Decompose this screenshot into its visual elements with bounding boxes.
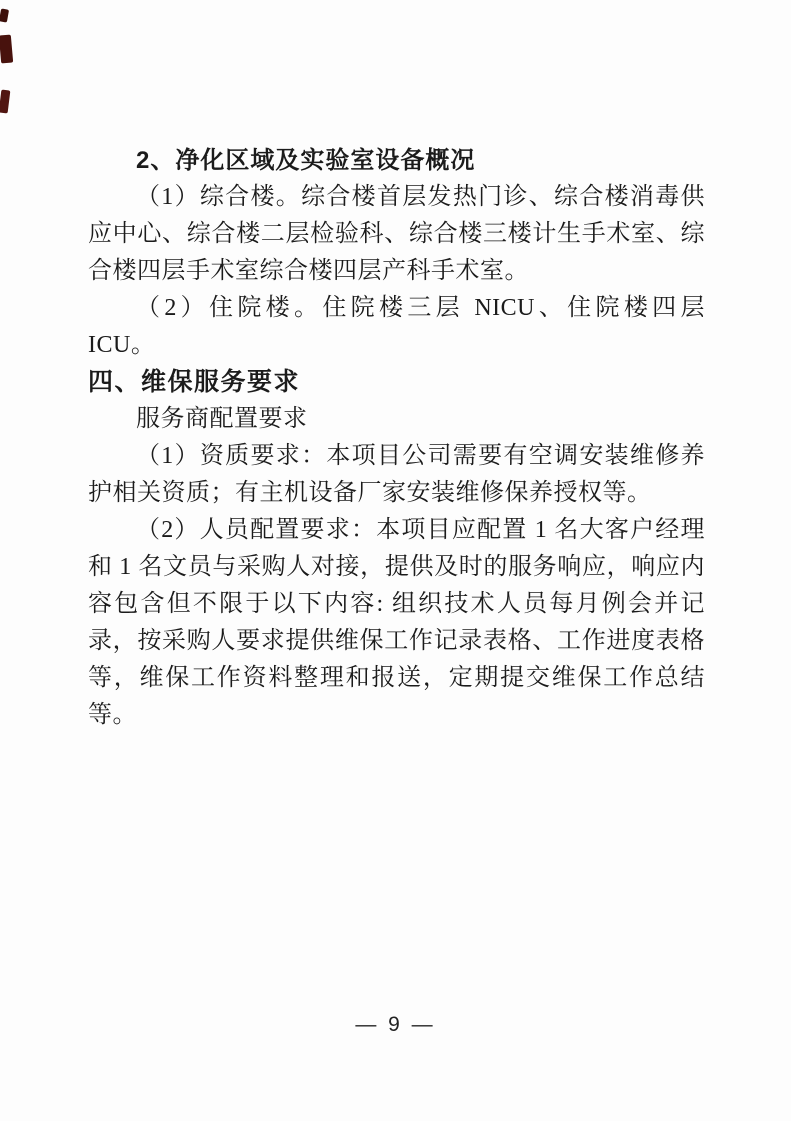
scan-ink-mark bbox=[0, 8, 9, 22]
paragraph-qualification-requirements: （1）资质要求：本项目公司需要有空调安装维修养护相关资质；有主机设备厂家安装维修保养授权等。 bbox=[88, 443, 705, 506]
scan-ink-mark bbox=[0, 35, 13, 64]
paragraph-staffing-requirements: （2）人员配置要求：本项目应配置 1 名大客户经理和 1 名文员与采购人对接，提供及时的服务响应，响应内容包含但不限于以下内容: 组织技术人员每月例会并记录，按采购人要求提供维保工作记录表格、工作进度表格等，维保工作资料整理和报送，定期提交维保工作总结等。 bbox=[88, 517, 705, 728]
scan-ink-mark bbox=[0, 90, 10, 114]
document-body bbox=[88, 142, 705, 734]
paragraph-inpatient-building: （2）住院楼。住院楼三层 NICU、住院楼四层 ICU。 bbox=[88, 295, 705, 358]
section-heading-purification-overview: 2、净化区域及实验室设备概况 bbox=[136, 147, 476, 174]
section-heading-maintenance-requirements: 四、维保服务要求 bbox=[88, 368, 301, 396]
page-number: — 9 — bbox=[355, 1013, 436, 1036]
paragraph-provider-configuration: 服务商配置要求 bbox=[136, 406, 308, 432]
paragraph-complex-building: （1）综合楼。综合楼首层发热门诊、综合楼消毒供应中心、综合楼二层检验科、综合楼三楼计生手术室、综合楼四层手术室综合楼四层产科手术室。 bbox=[88, 184, 705, 284]
